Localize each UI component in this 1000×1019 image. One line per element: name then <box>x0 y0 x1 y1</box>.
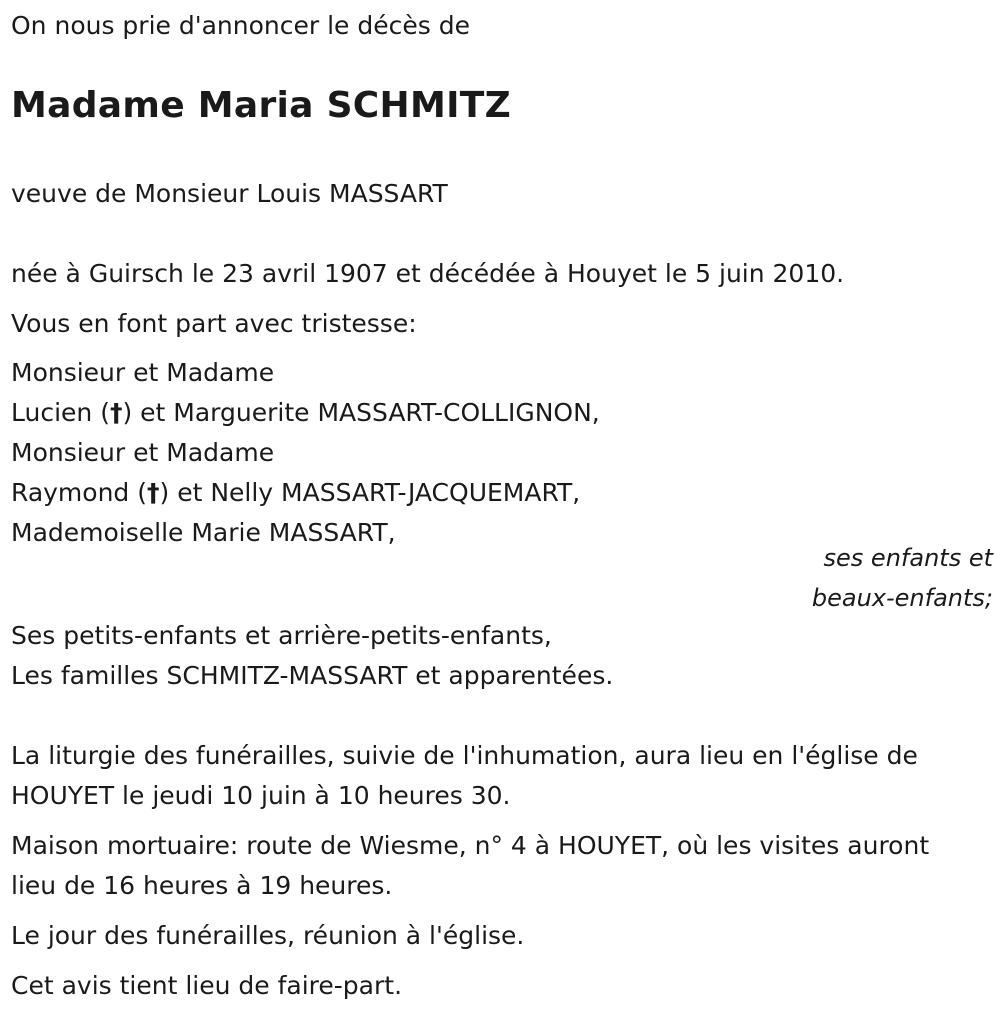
deceased-name: Madame Maria SCHMITZ <box>11 85 512 126</box>
child-line-start: Raymond ( <box>11 478 147 507</box>
relation-line: beaux-enfants; <box>811 584 993 612</box>
child-line-end: ) et Marguerite MASSART-COLLIGNON, <box>122 398 600 427</box>
cross-icon: † <box>109 398 123 427</box>
child-line-end: ) et Nelly MASSART-JACQUEMART, <box>159 478 581 507</box>
child-line <box>11 473 600 513</box>
relatives-line: Ses petits-enfants et arrière-petits-enfants, <box>11 621 552 650</box>
announce-text: Vous en font part avec tristesse: <box>11 309 417 338</box>
relation-label <box>812 538 993 618</box>
mortuary-line: lieu de 16 heures à 19 heures. <box>11 871 393 900</box>
child-line-start: Lucien ( <box>11 398 110 427</box>
widow-of-text: veuve de Monsieur Louis MASSART <box>11 179 448 208</box>
mortuary-info <box>11 826 929 906</box>
child-line: Mademoiselle Marie MASSART, <box>11 518 396 547</box>
birth-death-text: née à Guirsch le 23 avril 1907 et décédée à Houyet le 5 juin 2010. <box>11 259 845 288</box>
notice-text: Cet avis tient lieu de faire-part. <box>11 971 403 1000</box>
intro-text: On nous prie d'annoncer le décès de <box>11 11 470 40</box>
liturgy-line: HOUYET le jeudi 10 juin à 10 heures 30. <box>11 781 511 810</box>
liturgy-line: La liturgie des funérailles, suivie de l'inhumation, aura lieu en l'église de <box>11 741 918 770</box>
child-line <box>11 393 600 433</box>
cross-icon: † <box>147 478 160 507</box>
relation-line: ses enfants et <box>823 544 993 572</box>
mortuary-line: Maison mortuaire: route de Wiesme, n° 4 à HOUYET, où les visites auront <box>11 831 930 860</box>
relatives-line: Les familles SCHMITZ-MASSART et apparentées. <box>11 661 614 690</box>
child-line: Monsieur et Madame <box>11 438 275 467</box>
child-line: Monsieur et Madame <box>11 358 275 387</box>
children-list <box>11 353 600 553</box>
liturgy-info <box>11 736 918 816</box>
meeting-text: Le jour des funérailles, réunion à l'église. <box>11 921 525 950</box>
other-relatives <box>11 616 613 696</box>
